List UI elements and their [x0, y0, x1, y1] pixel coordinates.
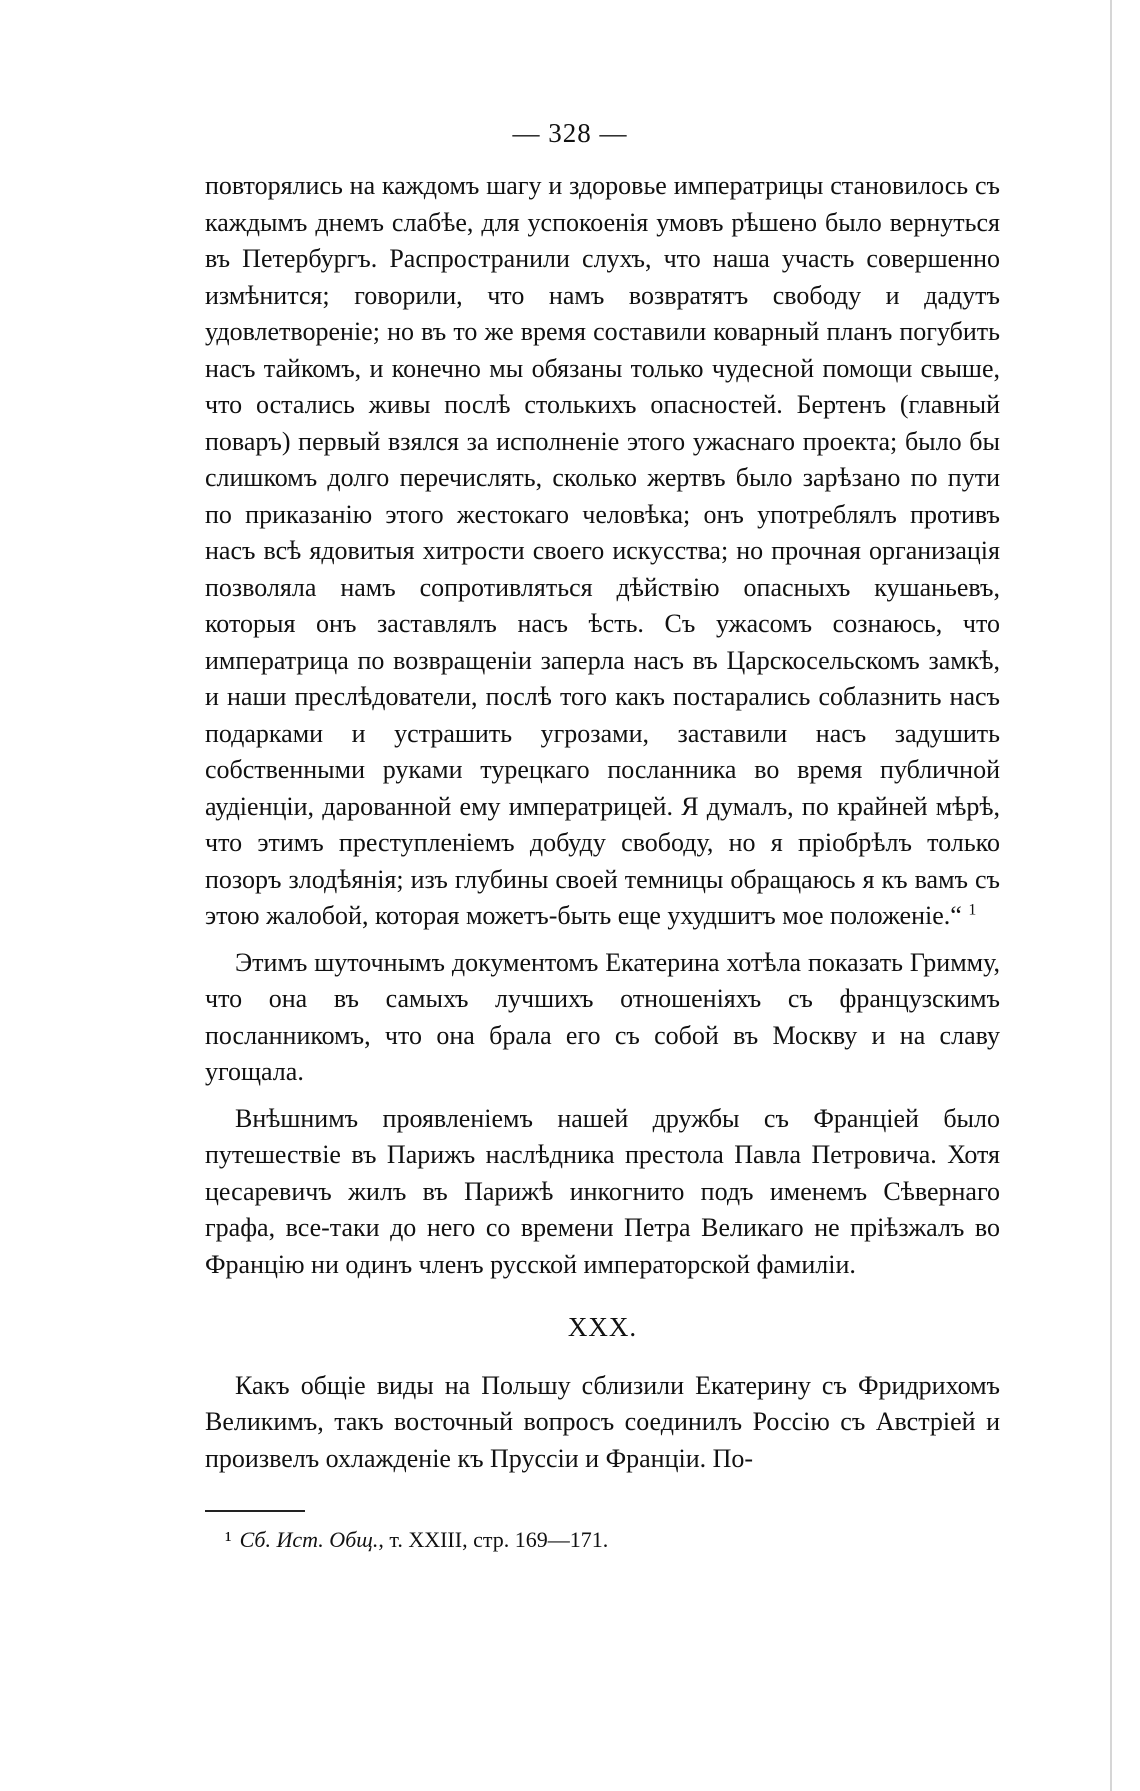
footnote-divider: [205, 1510, 305, 1512]
paragraph-4: Какъ общіе виды на Польшу сблизили Екатерину съ Фридрихомъ Великимъ, такъ восточный вопросъ соединилъ Россію съ Австріей и произвелъ охлажденіе къ Пруссіи и Франціи. По-: [205, 1370, 1000, 1473]
page-number: — 328 —: [512, 118, 628, 148]
footnote-source: Сб. Ист. Общ.: [239, 1527, 379, 1552]
paragraph-2: Этимъ шуточнымъ документомъ Екатерина хотѣла показать Гримму, что она въ самыхъ лучшихъ отношеніяхъ съ французскимъ посланникомъ, что она брала его съ собой въ Москву и на славу угощала.: [205, 947, 1000, 1086]
footnote-details: , т. XXIII, стр. 169—171.: [378, 1527, 609, 1552]
footnote-reference: 1: [968, 901, 977, 919]
paragraph-1: [205, 168, 1000, 935]
footnote-marker: ¹: [225, 1527, 232, 1552]
paragraph-1-text: повторялись на каждомъ шагу и здоровье императрицы становилось съ каждымъ днемъ слабѣе, для успокоенія умовъ рѣшено было вернуться въ Петербургъ. Распространили слухъ, что наша участь совершенно измѣнится; говорили, что намъ возвратятъ свободу и дадутъ удовлетвореніе; но въ то же время составили коварный планъ погубить насъ тайкомъ, и конечно мы обязаны только чудесной помощи свыше, что остались живы послѣ столькихъ опасностей. Бертенъ (главный поваръ) первый взялся за исполненіе этого ужаснаго проекта; было бы слишкомъ долго перечислять, сколько жертвъ было зарѣзано по пути по приказанію этого жестокаго человѣка; онъ употреблялъ противъ насъ всѣ ядовитыя хитрости своего искусства; но прочная организація позволяла намъ сопротивляться дѣйствію опасныхъ кушаньевъ, которыя онъ заставлялъ насъ ѣсть. Съ ужасомъ сознаюсь, что императрица по возвращеніи заперла насъ въ Царскосельскомъ замкѣ, и наши преслѣдователи, послѣ того какъ постарались соблазнить насъ подарками и устрашить угрозами, заставили насъ задушить собственными руками турецкаго посланника во время публичной аудіенціи, дарованной ему императрицей. Я думалъ, по крайней мѣрѣ, что этимъ преступленіемъ добуду свободу, но я пріобрѣлъ только позоръ злодѣянія; изъ глубины своей темницы обращаюсь я къ вамъ съ этою жалобой, которая можетъ-быть еще ухудшитъ мое положеніе.“: [205, 171, 1000, 930]
page-edge-line: [1110, 0, 1112, 1791]
section-heading: XXX.: [567, 1312, 638, 1342]
footnote: [225, 1525, 925, 1555]
paragraph-3: Внѣшнимъ проявленіемъ нашей дружбы съ Франціей было путешествіе въ Парижъ наслѣдника престола Павла Петровича. Хотя цесаревичъ жилъ въ Парижѣ инкогнито подъ именемъ Сѣвернаго графа, все-таки до него со времени Петра Великаго не пріѣзжалъ во Францію ни одинъ членъ русской императорской фамиліи.: [205, 1103, 1000, 1279]
main-text: [205, 168, 1000, 1477]
